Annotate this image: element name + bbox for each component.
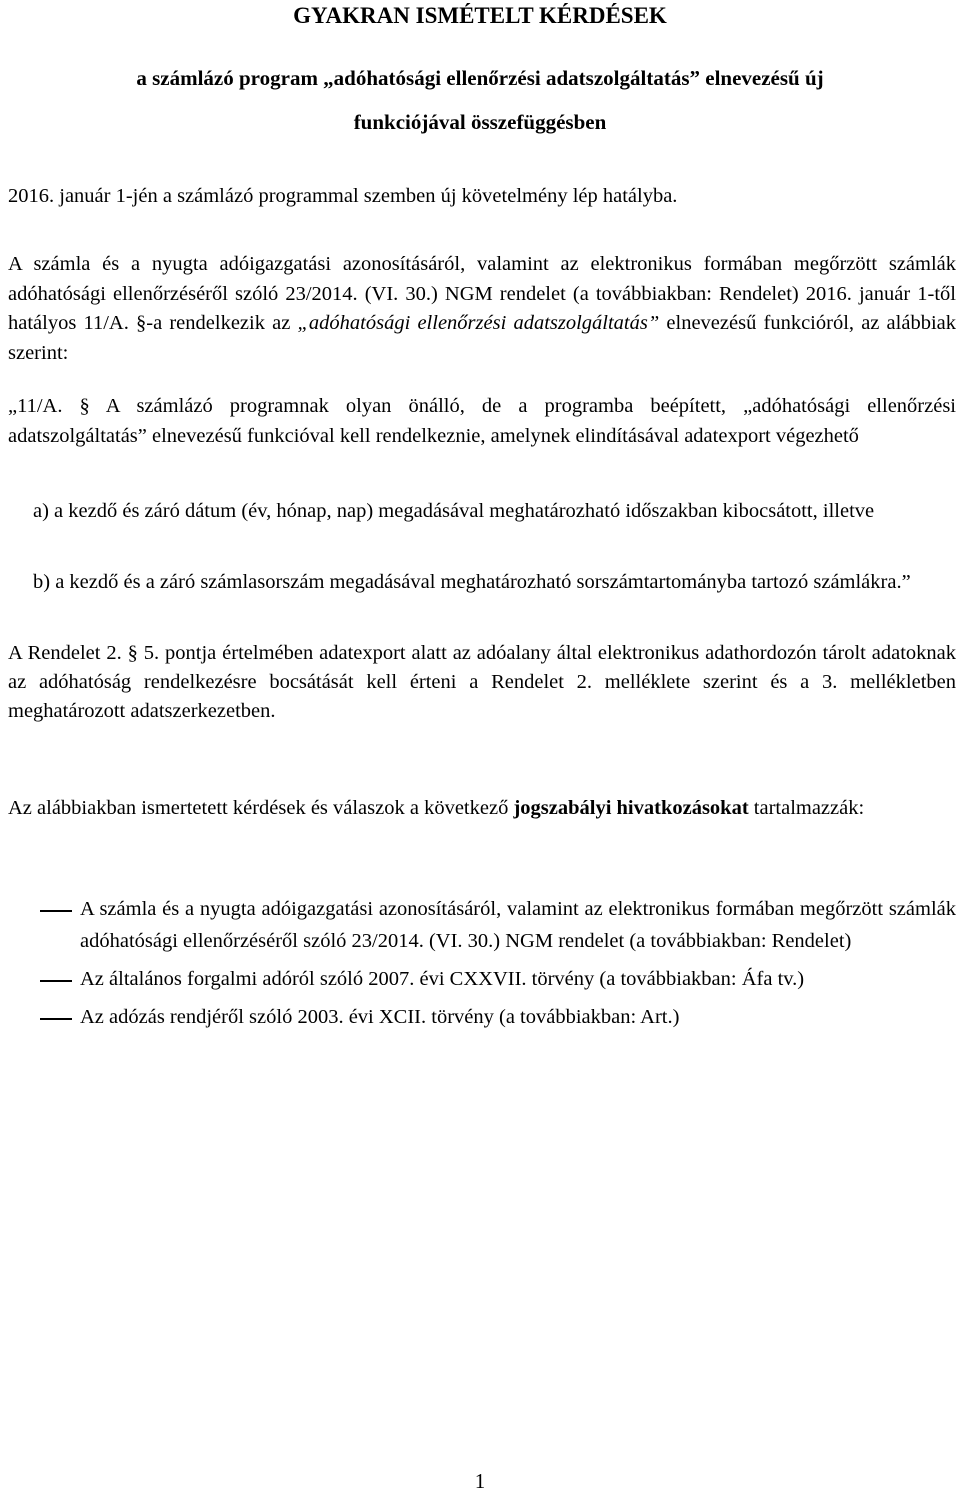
references-intro-after: tartalmazzák: — [748, 797, 865, 819]
reference-text-2: Az általános forgalmi adóról szóló 2007. évi CXXVII. törvény (a továbbiakban: Áfa tv.) — [80, 968, 805, 990]
intro-paragraph: 2016. január 1-jén a számlázó programmal szemben új követelmény lép hatályba. — [8, 185, 678, 207]
item-b-paragraph: b) a kezdő és a záró számlasorszám megadásával meghatározható sorszámtartományba tartozó számlákra.” — [33, 571, 911, 593]
dash-bullet-icon — [40, 1018, 72, 1020]
reference-text-1: A számla és a nyugta adóigazgatási azonosításáról, valamint az elektronikus formában megőrzött számlák adóhatósági ellenőrzéséről szóló 23/2014. (VI. 30.) NGM rendelet (a továbbiakban: Rendelet) — [80, 898, 956, 952]
list-item — [8, 963, 956, 995]
dash-bullet-icon — [40, 910, 72, 912]
quoted-section-11a: „11/A. § A számlázó programnak olyan önálló, de a programba beépített, „adóhatósági ellenőrzési adatszolgáltatás” elnevezésű funkcióval kell rendelkeznie, amelynek elindításával adatexport végezhető — [8, 395, 956, 447]
document-subtitle — [0, 56, 960, 144]
subtitle-line-2: funkciójával összefüggésben — [353, 110, 607, 134]
dash-bullet-icon — [40, 980, 72, 982]
references-intro — [8, 786, 956, 830]
list-item — [8, 893, 956, 957]
document-title: GYAKRAN ISMÉTELT KÉRDÉSEK — [293, 3, 667, 28]
adatexport-paragraph: A Rendelet 2. § 5. pontja értelmében adatexport alatt az adóalany által elektronikus adathordozón tárolt adatoknak az adóhatóság rendelkezésre bocsátását kell érteni a Rendelet 2. melléklete szerint és a 3. mellékletben meghatározott adatszerkezetben. — [8, 642, 956, 722]
reference-text-3: Az adózás rendjéről szóló 2003. évi XCII. törvény (a továbbiakban: Art.) — [80, 1006, 680, 1028]
references-intro-bold: jogszabályi hivatkozásokat — [513, 797, 749, 819]
rendelet-paragraph-text: A számla és a nyugta adóigazgatási azonosításáról, valamint az elektronikus formában megőrzött számlák adóhatósági ellenőrzéséről szóló 23/2014. (VI. 30.) NGM rendelet (a továbbiakban: Rendelet) 2016. január 1-től hatályos 11/A. §-a rendelkezik az — [8, 253, 956, 334]
item-a-paragraph: a) a kezdő és záró dátum (év, hónap, nap) megadásával meghatározható időszakban kibocsátott, illetve — [33, 500, 875, 522]
references-intro-before: Az alábbiakban ismertetett kérdések és válaszok a következő — [8, 797, 514, 819]
rendelet-paragraph — [8, 250, 956, 368]
rendelet-paragraph-emphasis: „adóhatósági ellenőrzési adatszolgáltatás” — [297, 312, 660, 334]
references-list — [8, 893, 956, 1039]
page-number: 1 — [474, 1469, 486, 1493]
list-item — [8, 1001, 956, 1033]
rendelet-paragraph-tail: elnevezésű funkcióról, az alábbiak szerint: — [8, 312, 956, 364]
subtitle-line-1: a számlázó program „adóhatósági ellenőrzési adatszolgáltatás” elnevezésű új — [136, 66, 824, 90]
